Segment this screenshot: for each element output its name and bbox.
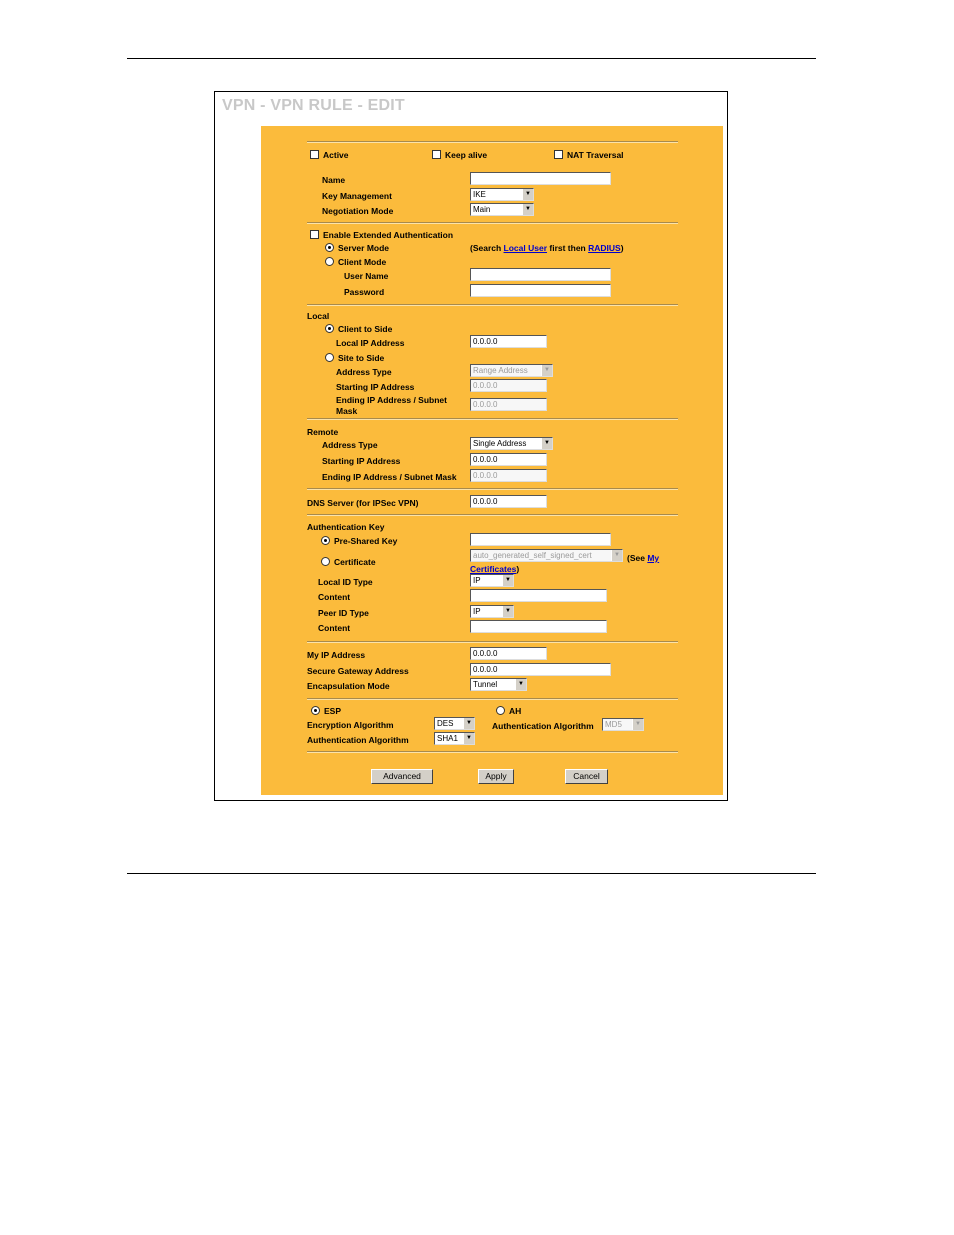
keep-alive-checkbox[interactable] [432,150,441,159]
my-ip-input[interactable]: 0.0.0.0 [470,647,547,660]
pre-shared-key-input[interactable] [470,533,611,546]
peer-id-type-label: Peer ID Type [318,608,369,618]
search-middle: first then [547,243,589,253]
local-ip-input[interactable]: 0.0.0.0 [470,335,547,348]
nat-traversal-checkbox[interactable] [554,150,563,159]
client-mode-label: Client Mode [338,257,387,267]
ah-label: AH [509,706,522,716]
pre-shared-key-radio[interactable] [321,536,330,545]
secure-gateway-label: Secure Gateway Address [307,666,409,676]
search-note [470,243,624,253]
encapsulation-mode-label: Encapsulation Mode [307,681,390,691]
certificates-link[interactable]: Certificates [470,564,517,574]
encapsulation-mode-value: Tunnel [473,680,498,689]
chevron-down-icon: ▼ [541,438,552,449]
local-ending-ip-label-line1: Ending IP Address / Subnet [336,395,447,405]
remote-starting-ip-label: Starting IP Address [322,456,401,466]
radius-link[interactable]: RADIUS [588,243,621,253]
local-content-input[interactable] [470,589,607,602]
key-management-select[interactable] [470,188,534,201]
dns-server-input[interactable]: 0.0.0.0 [470,495,547,508]
local-address-type-value: Range Address [473,366,528,375]
ah-auth-algorithm-label: Authentication Algorithm [492,721,594,731]
ah-auth-algorithm-select[interactable] [602,718,644,731]
vpn-rule-edit-frame [214,91,728,801]
esp-radio[interactable] [311,706,320,715]
name-input[interactable] [470,172,611,185]
esp-auth-algorithm-value: SHA1 [437,734,458,743]
local-ip-label: Local IP Address [336,338,405,348]
ah-radio[interactable] [496,706,505,715]
local-starting-ip-label: Starting IP Address [336,382,415,392]
local-section-label: Local [307,311,330,321]
negotiation-mode-select[interactable] [470,203,534,216]
extended-auth-label: Enable Extended Authentication [323,230,454,240]
peer-content-label: Content [318,623,351,633]
page-title: VPN - VPN RULE - EDIT [222,97,405,114]
divider [307,488,678,490]
remote-ending-ip-input[interactable]: 0.0.0.0 [470,469,547,482]
active-label: Active [323,150,349,160]
local-user-link[interactable]: Local User [503,243,548,253]
certificates-note [470,564,519,574]
certificate-label: Certificate [334,557,376,567]
encapsulation-mode-select[interactable] [470,678,527,691]
chevron-down-icon: ▼ [463,733,474,744]
local-content-label: Content [318,592,351,602]
search-suffix: ) [620,243,624,253]
local-id-type-label: Local ID Type [318,577,373,587]
client-mode-radio[interactable] [325,257,334,266]
password-label: Password [344,287,385,297]
divider [307,141,678,143]
search-prefix: (Search [470,243,504,253]
chevron-down-icon: ▼ [541,365,552,376]
certificate-select[interactable] [470,549,623,562]
remote-section-label: Remote [307,427,339,437]
peer-id-type-value: IP [473,607,481,616]
form-panel [261,126,723,795]
remote-ending-ip-label: Ending IP Address / Subnet Mask [322,472,457,482]
local-starting-ip-input[interactable]: 0.0.0.0 [470,379,547,392]
divider [307,418,678,420]
divider [307,641,678,643]
server-mode-radio[interactable] [325,243,334,252]
certificate-value: auto_generated_self_signed_cert [473,551,592,560]
server-mode-label: Server Mode [338,243,390,253]
divider [307,514,678,516]
pre-shared-key-label: Pre-Shared Key [334,536,398,546]
chevron-down-icon: ▼ [522,204,533,215]
chevron-down-icon: ▼ [502,575,513,586]
secure-gateway-input[interactable]: 0.0.0.0 [470,663,611,676]
local-address-type-select[interactable] [470,364,553,377]
see-prefix: (See [627,553,648,563]
dns-server-label: DNS Server (for IPSec VPN) [307,498,419,508]
divider [307,222,678,224]
my-ip-label: My IP Address [307,650,366,660]
certificate-radio[interactable] [321,557,330,566]
site-to-site-radio[interactable] [325,353,334,362]
chevron-down-icon: ▼ [515,679,526,690]
negotiation-mode-label: Negotiation Mode [322,206,394,216]
chevron-down-icon: ▼ [522,189,533,200]
local-address-type-label: Address Type [336,367,392,377]
apply-button[interactable]: Apply [478,769,514,784]
name-label: Name [322,175,346,185]
local-id-type-select[interactable] [470,574,514,587]
chevron-down-icon: ▼ [463,718,474,729]
esp-auth-algorithm-label: Authentication Algorithm [307,735,409,745]
chevron-down-icon: ▼ [502,606,513,617]
divider [307,698,678,700]
negotiation-mode-value: Main [473,205,491,214]
ah-auth-algorithm-value: MD5 [605,720,622,729]
divider [307,751,678,753]
remote-address-type-select[interactable] [470,437,553,450]
key-management-label: Key Management [322,191,392,201]
client-to-site-radio[interactable] [325,324,334,333]
peer-id-type-select[interactable] [470,605,514,618]
esp-label: ESP [324,706,342,716]
local-ending-ip-label-line2: Mask [336,406,358,416]
password-input[interactable] [470,284,611,297]
divider [307,304,678,306]
remote-address-type-value: Single Address [473,439,527,448]
nat-traversal-label: NAT Traversal [567,150,624,160]
client-to-site-label: Client to Side [338,324,393,334]
auth-key-section-label: Authentication Key [307,522,385,532]
cancel-button[interactable]: Cancel [565,769,608,784]
user-name-input[interactable] [470,268,611,281]
encryption-algorithm-value: DES [437,719,454,728]
see-my-note [627,553,659,563]
local-id-type-value: IP [473,576,481,585]
local-ending-ip-input[interactable]: 0.0.0.0 [470,398,547,411]
page-top-rule [127,58,816,59]
chevron-down-icon: ▼ [611,550,622,561]
see-suffix: ) [516,564,520,574]
remote-address-type-label: Address Type [322,440,378,450]
remote-starting-ip-input[interactable]: 0.0.0.0 [470,453,547,466]
keep-alive-label: Keep alive [445,150,488,160]
site-to-site-label: Site to Side [338,353,385,363]
encryption-algorithm-label: Encryption Algorithm [307,720,394,730]
extended-auth-checkbox[interactable] [310,230,319,239]
page-bottom-rule [127,873,816,874]
user-name-label: User Name [344,271,389,281]
active-checkbox[interactable] [310,150,319,159]
encryption-algorithm-select[interactable] [434,717,475,730]
advanced-button[interactable]: Advanced [371,769,433,784]
peer-content-input[interactable] [470,620,607,633]
my-link[interactable]: My [647,553,660,563]
chevron-down-icon: ▼ [632,719,643,730]
esp-auth-algorithm-select[interactable] [434,732,475,745]
key-management-value: IKE [473,190,486,199]
